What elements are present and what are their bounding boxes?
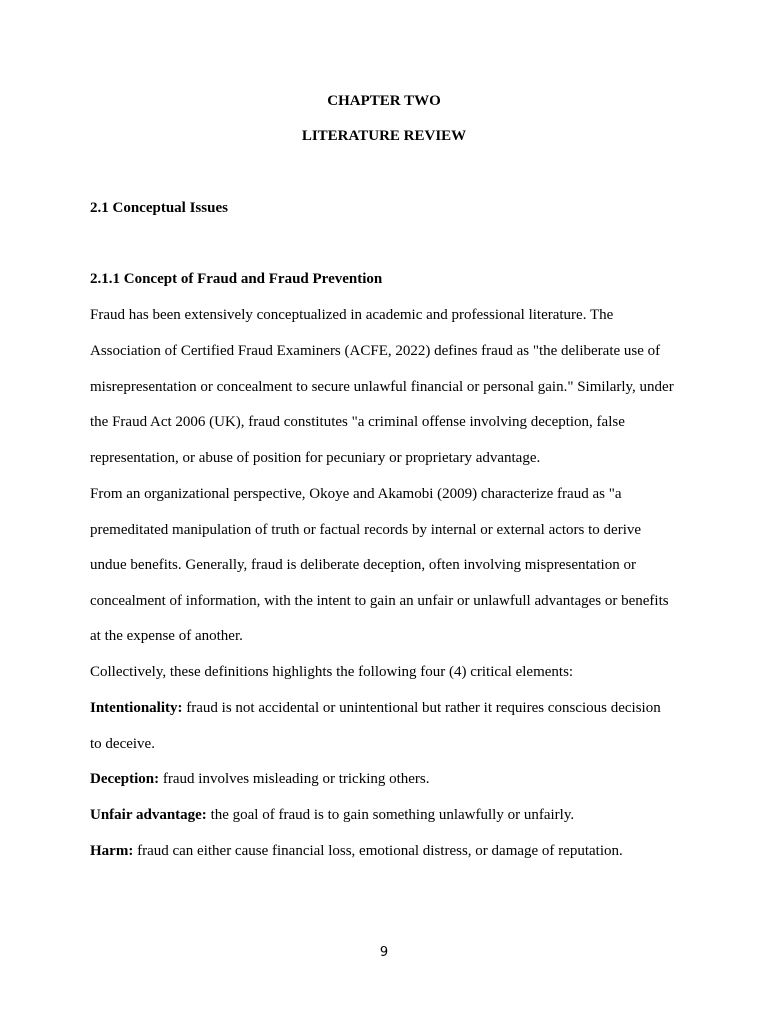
body-line: concealment of information, with the intent to gain an unfair or unlawfull advantages or benefits [90, 593, 669, 609]
body-line: representation, or abuse of position for pecuniary or proprietary advantage. [90, 450, 541, 466]
element-term: Intentionality: [90, 700, 183, 716]
section-heading: 2.1 Conceptual Issues [90, 200, 228, 216]
element-intentionality [90, 700, 661, 717]
element-text: the goal of fraud is to gain something unlawfully or unfairly. [206, 807, 575, 823]
chapter-subtitle: LITERATURE REVIEW [301, 128, 467, 144]
body-line: premeditated manipulation of truth or factual records by internal or external actors to derive [90, 522, 642, 538]
element-continuation: to deceive. [90, 736, 155, 752]
page-number: 9 [379, 945, 389, 960]
element-term: Deception: [90, 771, 160, 787]
element-unfair-advantage [90, 807, 574, 824]
body-line: undue benefits. Generally, fraud is deliberate deception, often involving mispresentation or [90, 557, 636, 573]
body-line: at the expense of another. [90, 628, 243, 644]
body-line: From an organizational perspective, Okoye and Akamobi (2009) characterize fraud as "a [90, 486, 622, 502]
element-harm [90, 843, 623, 860]
body-line: Fraud has been extensively conceptualized in academic and professional literature. The [90, 307, 614, 323]
element-text: fraud can either cause financial loss, emotional distress, or damage of reputation. [133, 843, 623, 859]
element-term: Harm: [90, 843, 134, 859]
element-term: Unfair advantage: [90, 807, 207, 823]
element-text: fraud is not accidental or unintentional but rather it requires conscious decision [182, 700, 661, 716]
body-line: the Fraud Act 2006 (UK), fraud constitutes "a criminal offense involving deception, false [90, 414, 625, 430]
body-line: misrepresentation or concealment to secure unlawful financial or personal gain." Similarly, under [90, 379, 674, 395]
body-line: Collectively, these definitions highlights the following four (4) critical elements: [90, 664, 574, 680]
element-deception [90, 771, 430, 788]
subsection-heading: 2.1.1 Concept of Fraud and Fraud Prevention [90, 271, 383, 287]
body-line: Association of Certified Fraud Examiners (ACFE, 2022) defines fraud as "the deliberate use of [90, 343, 661, 359]
element-text: fraud involves misleading or tricking others. [159, 771, 430, 787]
chapter-title: CHAPTER TWO [327, 93, 441, 109]
